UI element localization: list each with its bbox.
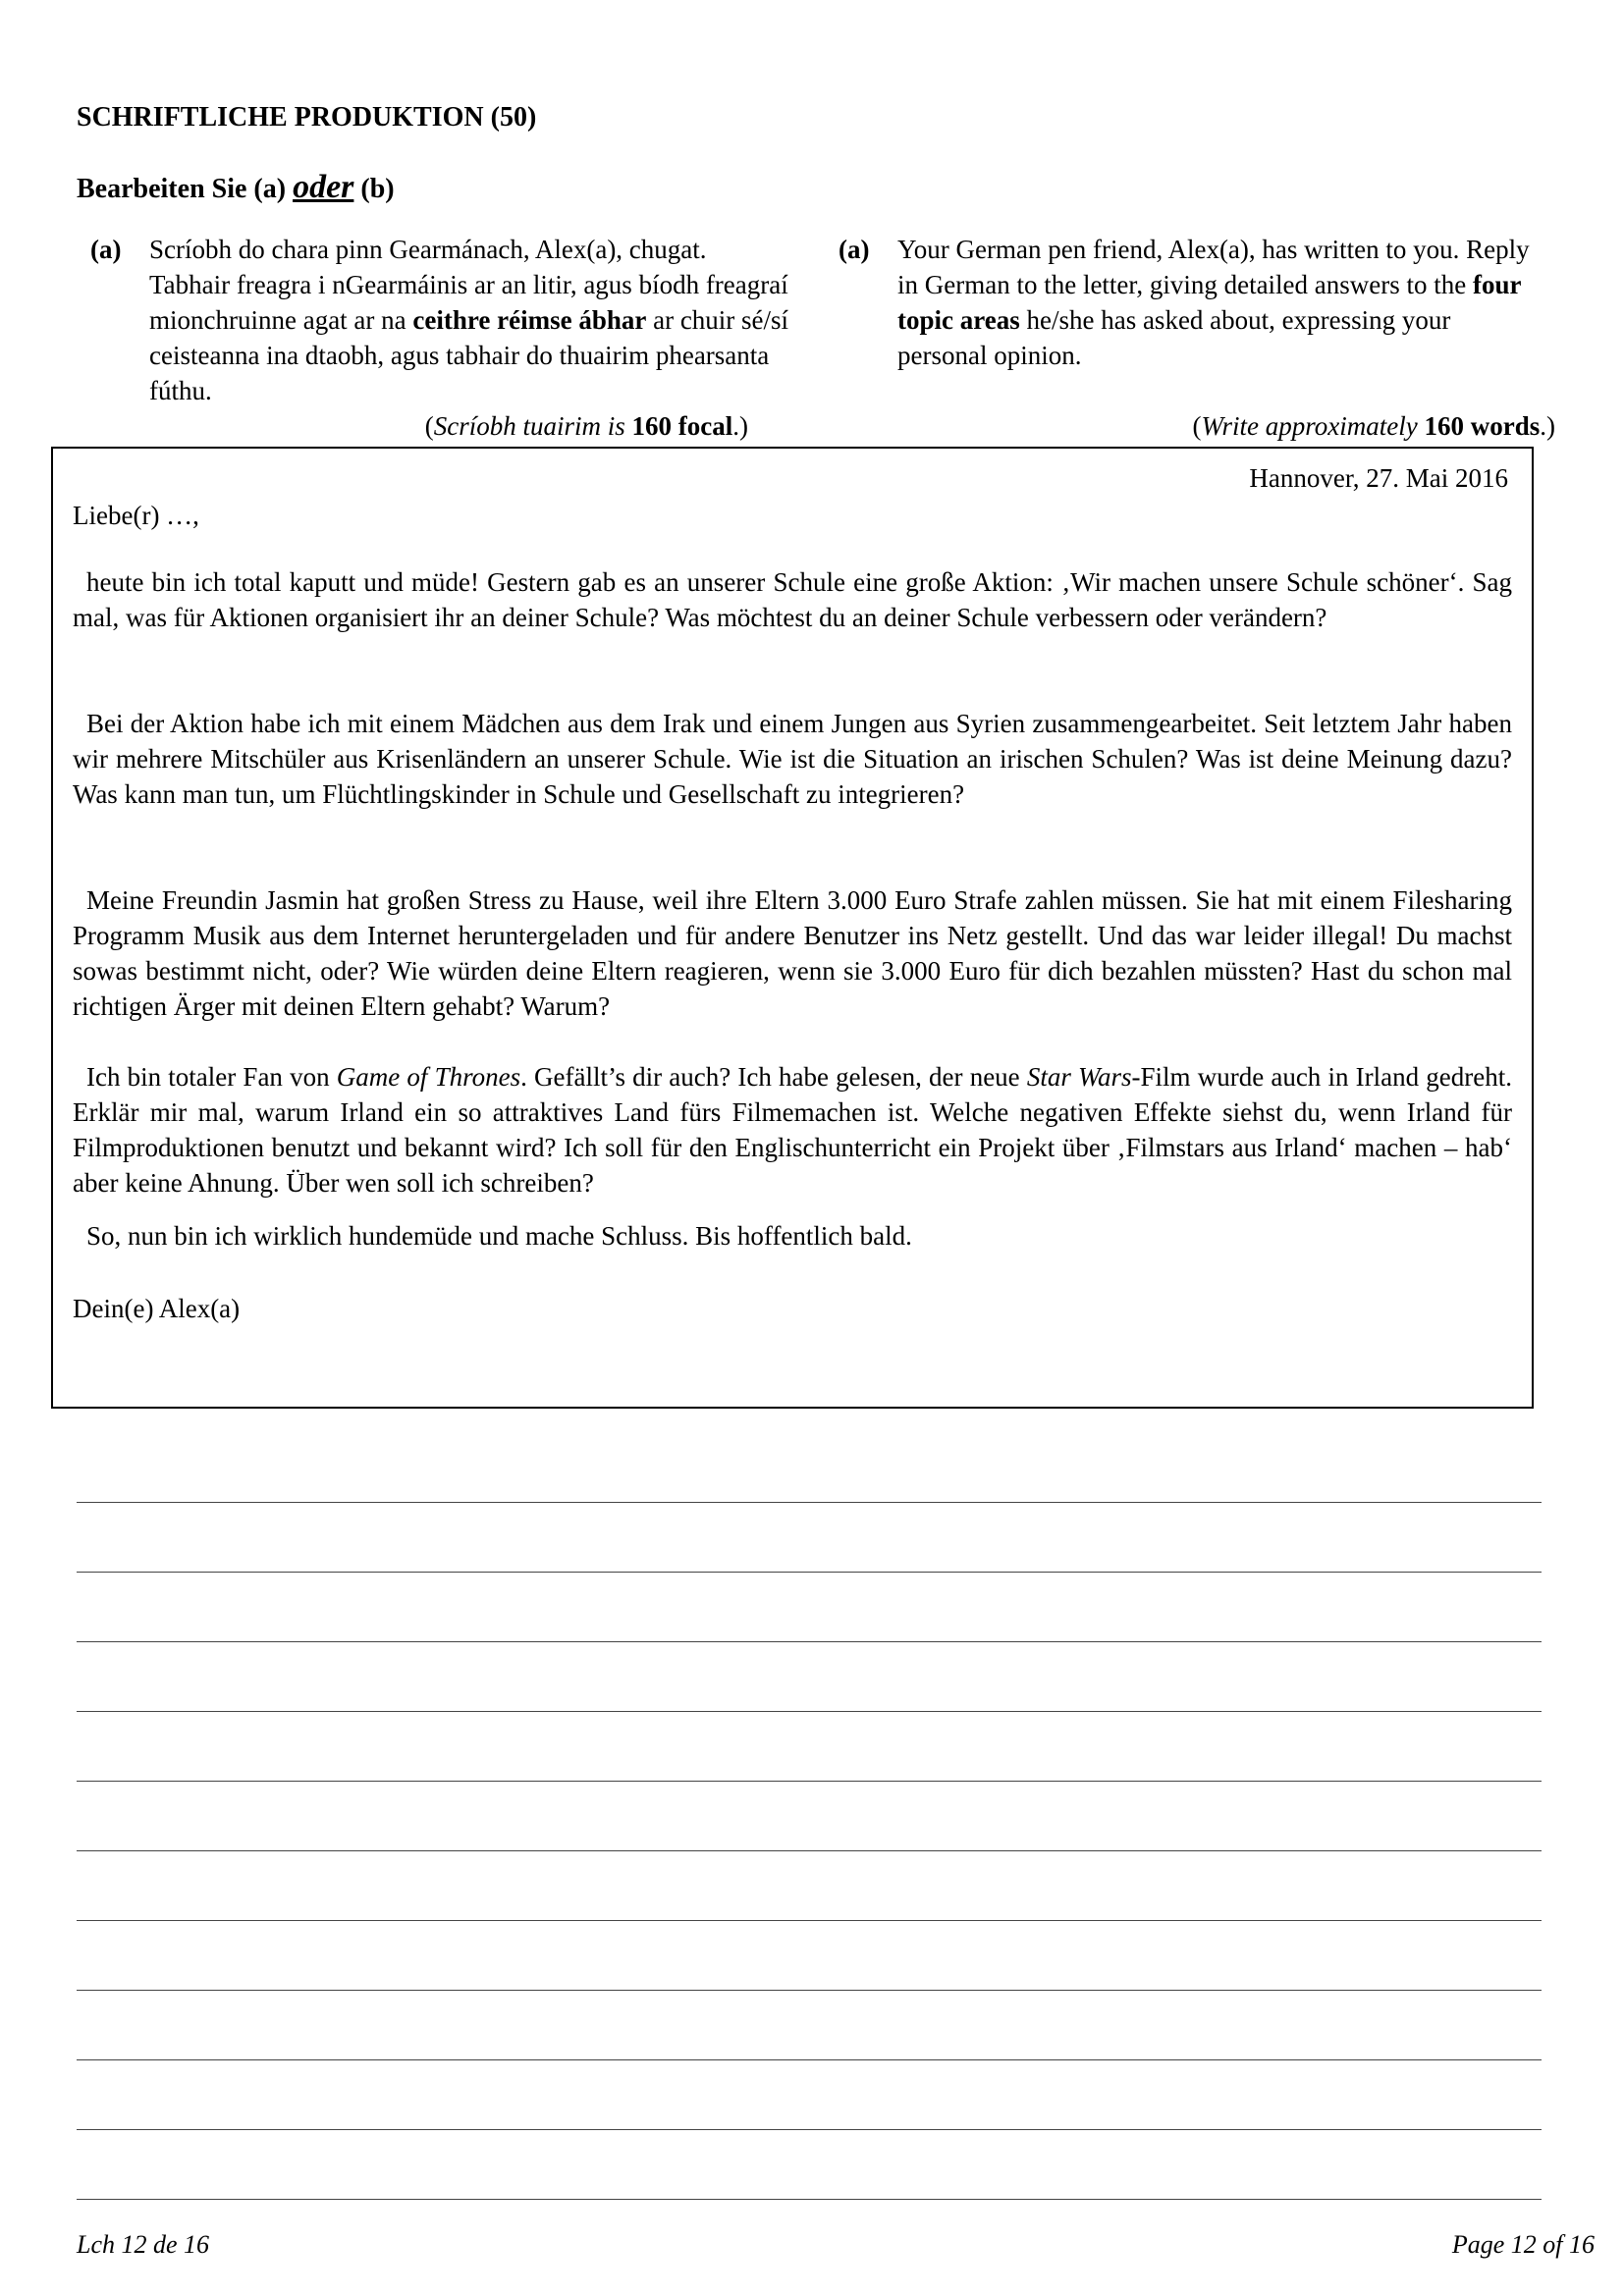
subheading-oder: oder	[293, 169, 354, 205]
english-instruction-label: (a)	[839, 235, 870, 264]
letter-box	[51, 447, 1534, 1409]
answer-line[interactable]	[77, 1850, 1542, 1851]
answer-line[interactable]	[77, 1990, 1542, 1991]
letter-paragraph-4: Ich bin totaler Fan von Game of Thrones. Gefällt’s dir auch? Ich habe gelesen, der neue Star Wars-Film wurde auch in Irland gedreht. Erklär mir mal, warum Irland ein so attraktives Land fürs Filmemachen ist. Welche negativen Effekte siehst du, wenn Irland für Filmproduktionen benutzt und bekannt wird? Ich soll für den Englischunterricht ein Projekt über ‚Filmstars aus Irland‘ machen – hab‘ aber keine Ahnung. Über wen soll ich schreiben?	[73, 1062, 1512, 1198]
answer-line[interactable]	[77, 1502, 1542, 1503]
answer-line[interactable]	[77, 1641, 1542, 1642]
task-instruction-heading	[77, 169, 395, 206]
irish-instruction-text: Scríobh do chara pinn Gearmánach, Alex(a), chugat. Tabhair freagra i nGearmáinis ar an litir, agus bíodh freagraí mionchruinne agat ar na ceithre réimse ábhar ar chuir sé/sí ceisteanna ina dtaobh, agus tabhair do thuairim phearsanta fúthu.	[149, 235, 789, 405]
letter-salutation: Liebe(r) …,	[73, 501, 199, 530]
answer-line[interactable]	[77, 1572, 1542, 1573]
letter-paragraph-1: heute bin ich total kaputt und müde! Gestern gab es an unserer Schule eine große Aktion: ‚Wir machen unsere Schule schöner‘. Sag mal, was für Aktionen organisiert ihr an deiner Schule? Was möchtest du an deiner Schule verbessern oder verändern?	[73, 567, 1512, 632]
answer-line[interactable]	[77, 2059, 1542, 2060]
answer-line[interactable]	[77, 1920, 1542, 1921]
answer-line[interactable]	[77, 1711, 1542, 1712]
footer-page-english: Page 12 of 16	[1451, 2230, 1595, 2259]
irish-instruction	[90, 232, 797, 441]
english-instruction	[839, 232, 1565, 441]
letter-date: Hannover, 27. Mai 2016	[1249, 463, 1508, 493]
section-heading: SCHRIFTLICHE PRODUKTION (50)	[77, 102, 537, 133]
irish-word-count-note: (Scríobh tuairim is 160 focal.)	[424, 411, 748, 441]
english-word-count-note: (Write approximately 160 words.)	[1192, 411, 1555, 441]
letter-closing: Dein(e) Alex(a)	[73, 1294, 241, 1323]
letter-paragraph-3: Meine Freundin Jasmin hat großen Stress zu Hause, weil ihre Eltern 3.000 Euro Strafe zahlen müssen. Sie hat mit einem Filesharing Programm Musik aus dem Internet heruntergeladen und für andere Benutzer ins Netz gestellt. Und das war leider illegal! Du machst sowas bestimmt nicht, oder? Wie würden deine Eltern reagieren, wenn sie 3.000 Euro für dich bezahlen müssten? Hast du schon mal richtigen Ärger mit deinen Eltern gehabt? Warum?	[73, 885, 1512, 1021]
answer-line[interactable]	[77, 2129, 1542, 2130]
subheading-pre: Bearbeiten Sie (a)	[77, 174, 287, 204]
english-instruction-text: Your German pen friend, Alex(a), has written to you. Reply in German to the letter, giving detailed answers to the four topic areas he/she has asked about, expressing your personal opinion.	[897, 235, 1530, 370]
letter-paragraph-2: Bei der Aktion habe ich mit einem Mädchen aus dem Irak und einem Jungen aus Syrien zusammengearbeitet. Seit letztem Jahr haben wir mehrere Mitschüler aus Krisenländern an unserer Schule. Wie ist die Situation an irischen Schulen? Was ist deine Meinung dazu? Was kann man tun, um Flüchtlingskinder in Schule und Gesellschaft zu integrieren?	[73, 709, 1512, 809]
subheading-post: (b)	[360, 174, 395, 204]
letter-paragraph-5: So, nun bin ich wirklich hundemüde und mache Schluss. Bis hoffentlich bald.	[86, 1221, 912, 1251]
irish-instruction-label: (a)	[90, 235, 122, 264]
footer-page-irish: Lch 12 de 16	[77, 2230, 210, 2259]
answer-line[interactable]	[77, 2199, 1542, 2200]
answer-line[interactable]	[77, 1781, 1542, 1782]
